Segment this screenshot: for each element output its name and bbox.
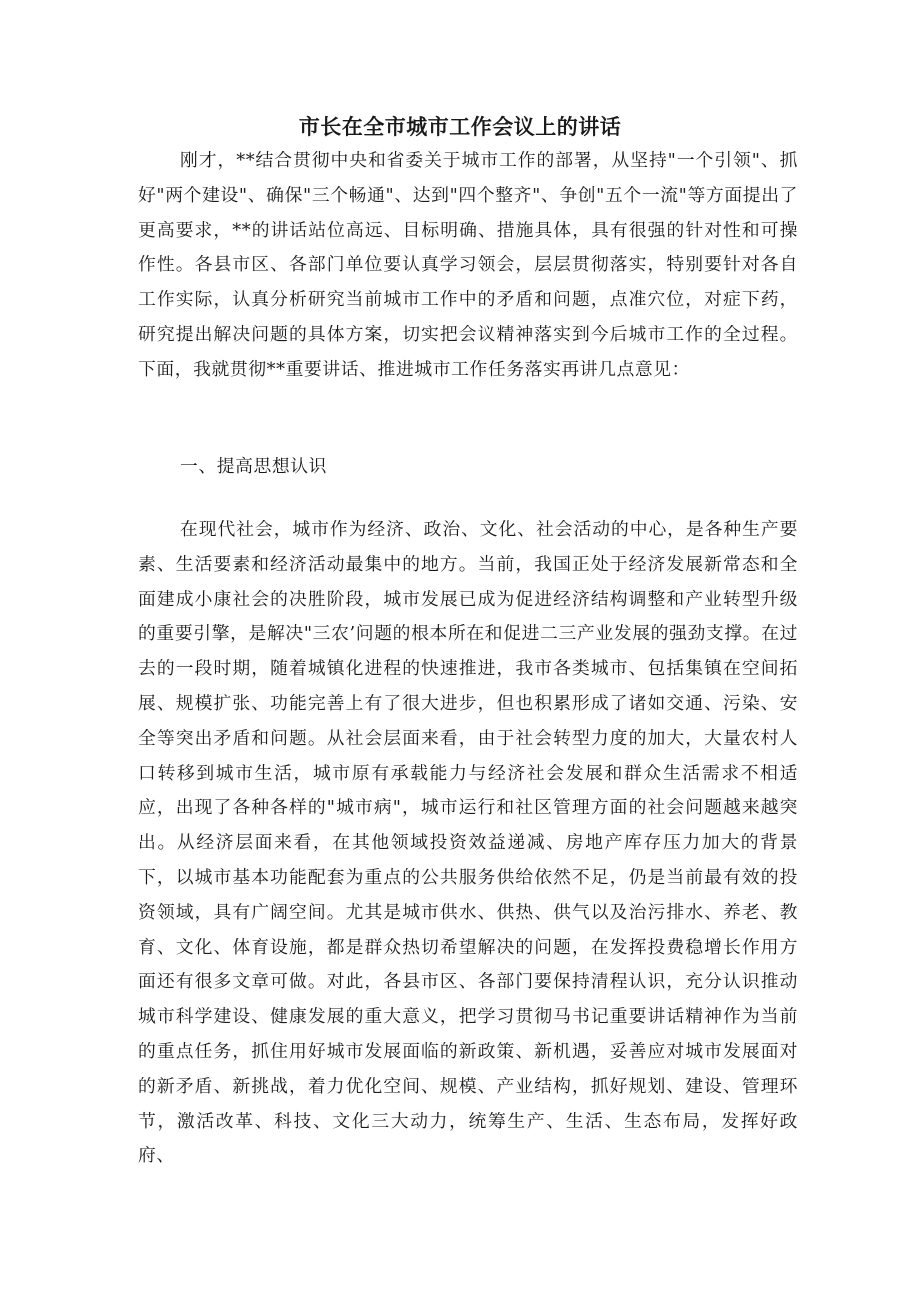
body-paragraph: 在现代社会，城市作为经济、政治、文化、社会活动的中心，是各种生产要素、生活要素和经济活动最集中的地方。当前，我国正处于经济发展新常态和全面建成小康社会的决胜阶段，城市发展已成为促进经济结构调整和产业转型升级的重要引擎，是解决"三农’问题的根本所在和促进二三产业发展的强劲支撑。在过去的一段时期，随着城镇化进程的快速推进，我市各类城市、包括集镇在空间拓展、规模扩张、功能完善上有了很大进步，但也积累形成了诸如交通、污染、安全等突出矛盾和问题。从社会层面来看，由于社会转型力度的加大，大量农村人口转移到城市生活，城市原有承载能力与经济社会发展和群众生活需求不相适应，出现了各种各样的"城市病"，城市运行和社区管理方面的社会问题越来越突出。从经济层面来看，在其他领域投资效益递减、房地产库存压力加大的背景下，以城市基本功能配套为重点的公共服务供给依然不足，仍是当前最有效的投资领域，具有广阔空间。尤其是城市供水、供热、供气以及治污排水、养老、教育、文化、体育设施，都是群众热切希望解决的问题，在发挥投费稳增长作用方面还有很多文章可做。对此，各县市区、各部门要保持清程认识，充分认识推动城市科学建设、健康发展的重大意义，把学习贯彻马书记重要讲话精神作为当前的重点任务，抓住用好城市发展面临的新政策、新机遇，妥善应对城市发展面对的新矛盾、新挑战，着力优化空间、规模、产业结构，抓好规划、建设、管理环节，激活改革、科技、文化三大动力，统筹生产、生活、生态布局，发挥好政府、 [138, 519, 798, 1167]
section-heading: 一、提高思想认识 [180, 456, 328, 477]
document-title: 市长在全市城市工作会议上的讲话 [298, 115, 622, 139]
intro-paragraph: 刚才，**结合贯彻中央和省委关于城市工作的部署，从坚持"一个引领"、抓好"两个建设"、确保"三个畅通"、达到"四个整齐"、争创"五个一流"等方面提出了更高要求，**的讲话站位高远、目标明确、措施具体，具有很强的针对性和可操作性。各县市区、各部门单位要认真学习领会，层层贯彻落实，特别要针对各自工作实际，认真分析研究当前城市工作中的矛盾和问题，点准穴位，对症下药，研究提出解决问题的具体方案，切实把会议精神落实到今后城市工作的全过程。下面，我就贯彻**重要讲话、推进城市工作任务落实再讲几点意见： [138, 150, 798, 380]
